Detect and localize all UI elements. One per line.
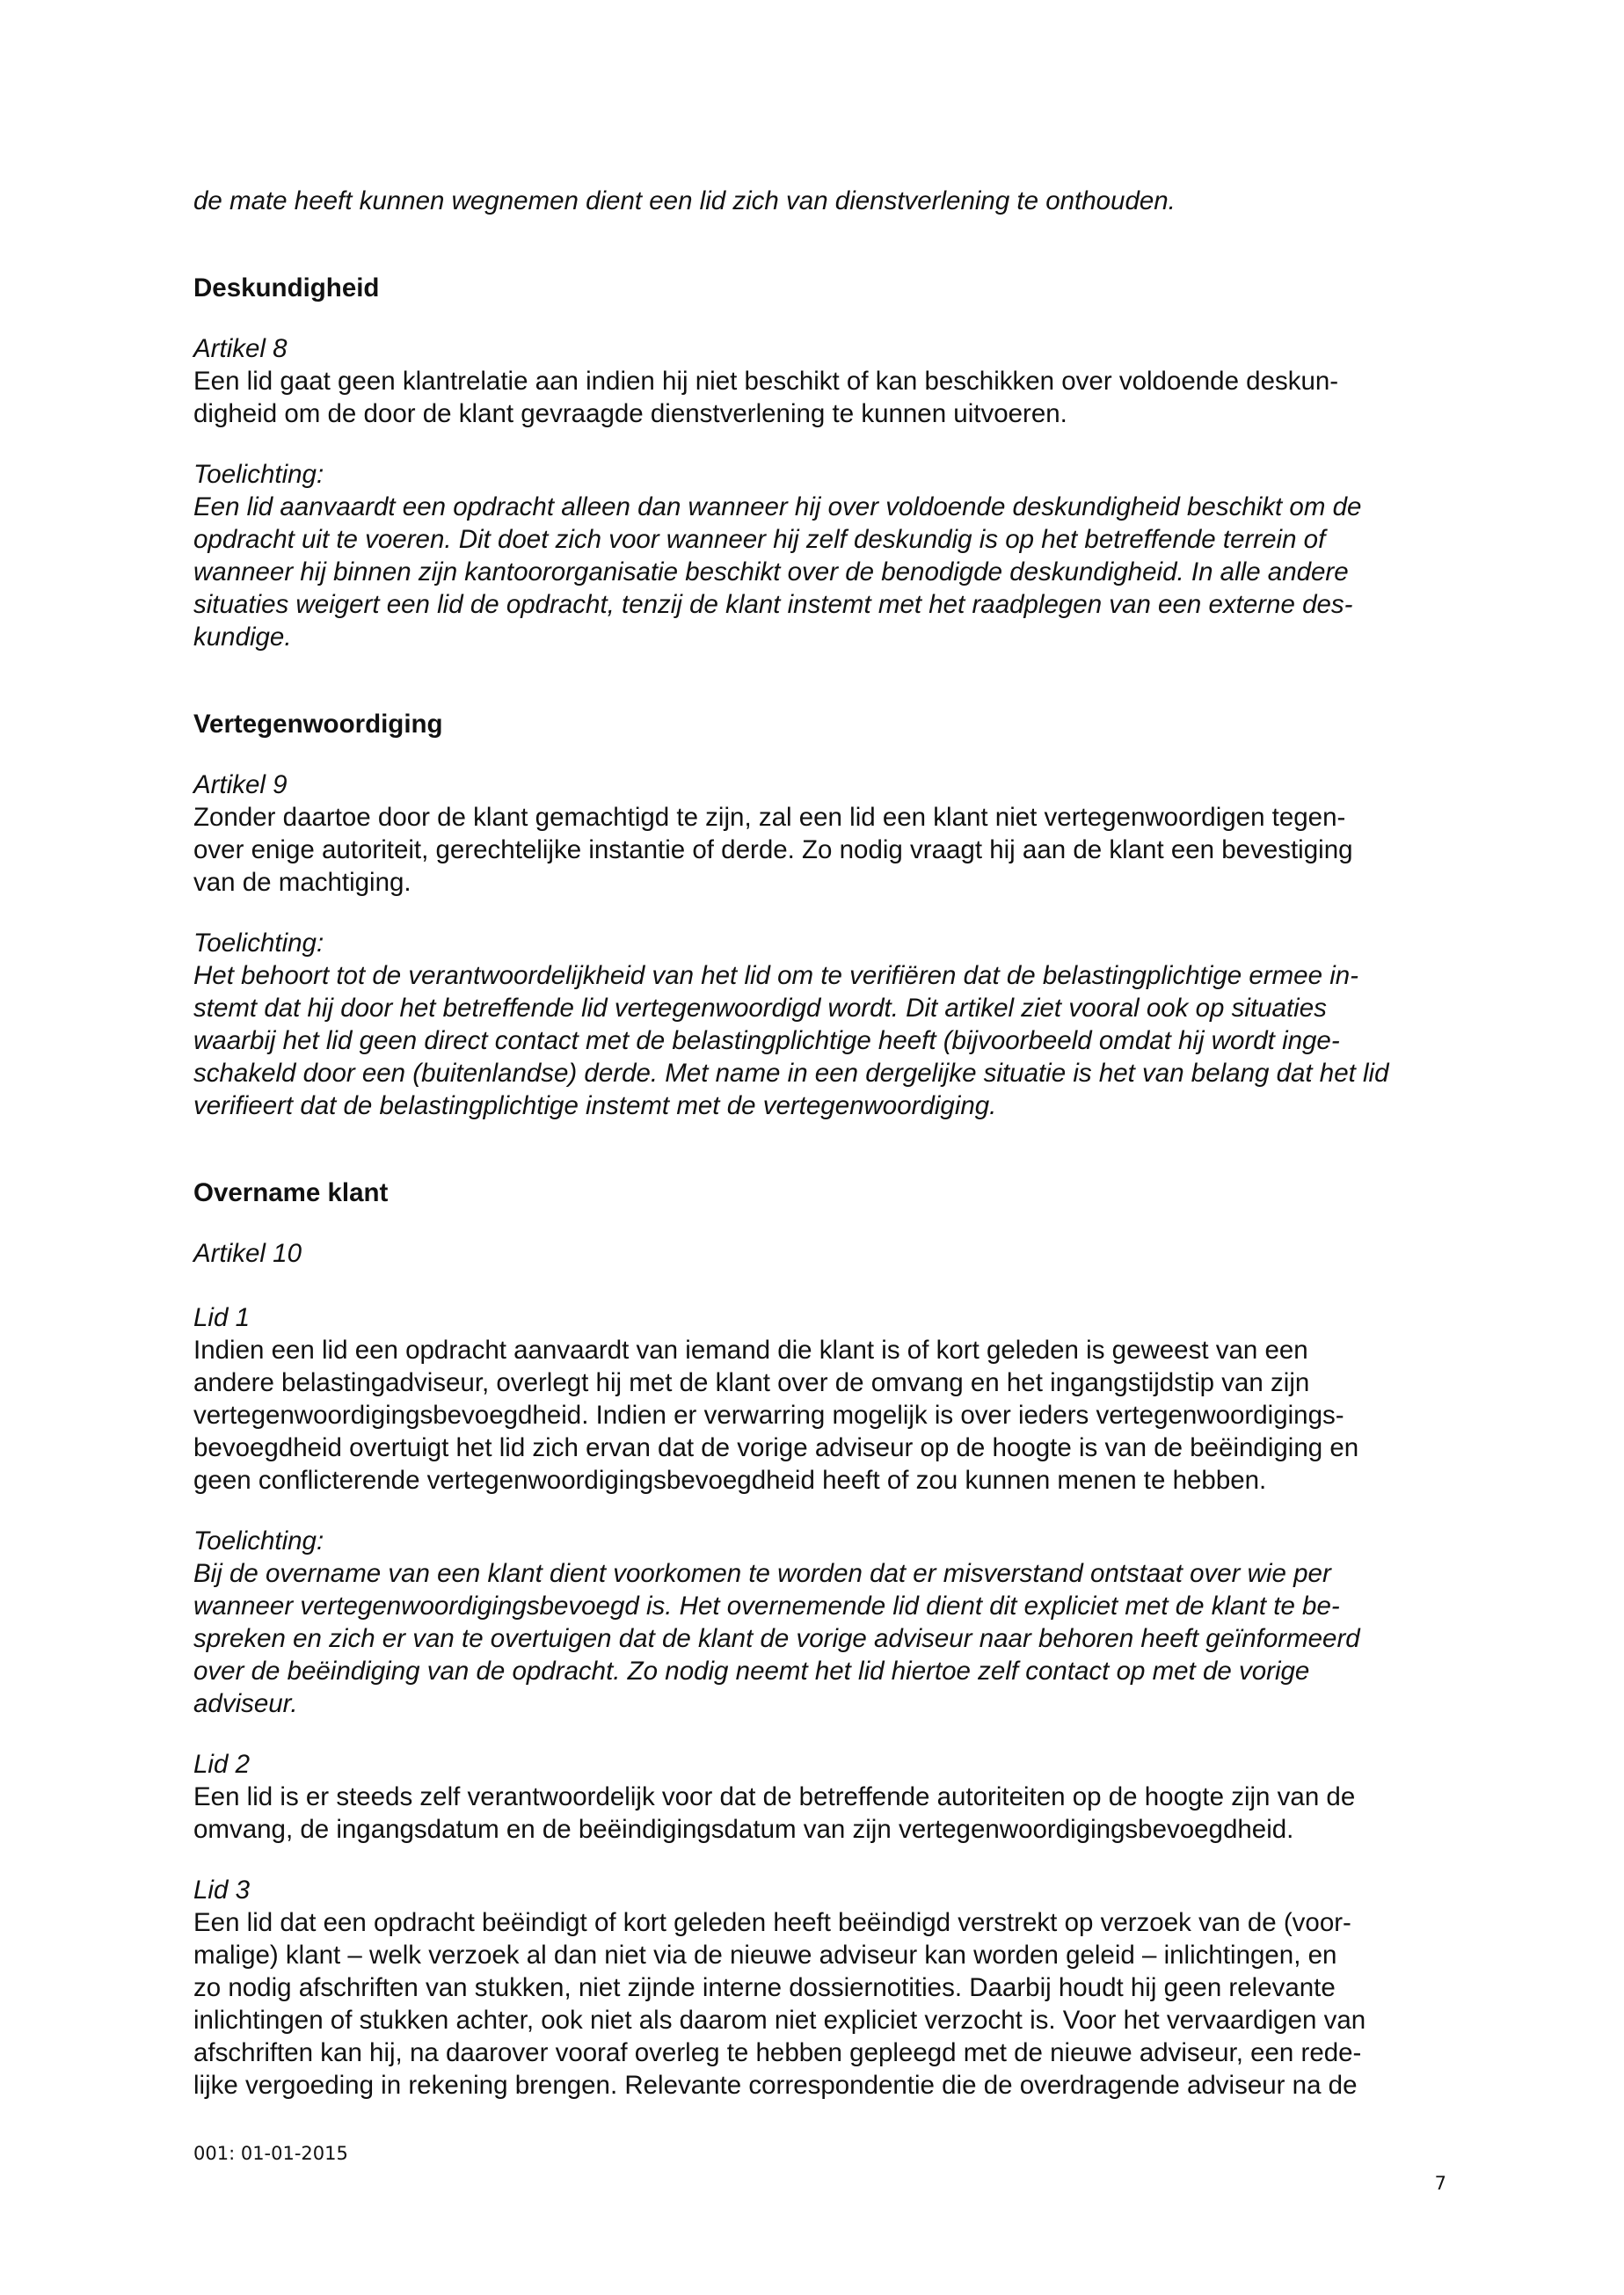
note-text-line: spreken en zich er van te overtuigen dat de klant de vorige adviseur naar behoren heeft geïnformeerd (193, 1624, 1360, 1653)
lid-text-line: afschriften kan hij, na daarover vooraf overleg te hebben gepleegd met de nieuwe adviseur, een rede- (193, 2038, 1362, 2067)
lid-text-line: omvang, de ingangsdatum en de beëindigingsdatum van zijn vertegenwoordigingsbevoegdheid. (193, 1815, 1294, 1844)
article-text-line: Zonder daartoe door de klant gemachtigd te zijn, zal een lid een klant niet vertegenwoordigen tegen- (193, 803, 1346, 832)
lid-label: Lid 3 (193, 1876, 250, 1905)
section-heading: Deskundigheid (193, 273, 380, 302)
intro-paragraph (193, 185, 1460, 217)
note-text-line: situaties weigert een lid de opdracht, tenzij de klant instemt met het raadplegen van een externe des- (193, 590, 1353, 619)
article-text-line: over enige autoriteit, gerechtelijke instantie of derde. Zo nodig vraagt hij aan de klant een bevestiging (193, 835, 1353, 864)
note-label: Toelichting: (193, 1526, 324, 1556)
article-label: Artikel 8 (193, 334, 288, 363)
lid-text-line: bevoegdheid overtuigt het lid zich ervan dat de vorige adviseur op de hoogte is van de beëindiging en (193, 1433, 1359, 1462)
note-text-line: wanneer hij binnen zijn kantoororganisatie beschikt over de benodigde deskundigheid. In alle andere (193, 557, 1349, 586)
lid-3 (193, 1874, 1460, 2102)
note-text-line: wanneer vertegenwoordigingsbevoegd is. Het overnemende lid dient dit expliciet met de klant te be- (193, 1592, 1340, 1621)
note-text-line: adviseur. (193, 1689, 298, 1718)
intro-line: de mate heeft kunnen wegnemen dient een lid zich van dienstverlening te onthouden. (193, 186, 1176, 215)
lid-text-line: Een lid is er steeds zelf verantwoordelijk voor dat de betreffende autoriteiten op de hoogte zijn van de (193, 1782, 1356, 1811)
lid-1 (193, 1301, 1460, 1720)
article-text-line: digheid om de door de klant gevraagde dienstverlening te kunnen uitvoeren. (193, 399, 1067, 428)
note-text-line: Bij de overname van een klant dient voorkomen te worden dat er misverstand ontstaat over wie per (193, 1559, 1331, 1588)
section-deskundigheid (193, 272, 1460, 653)
page-number: 7 (1434, 2173, 1446, 2194)
article-label: Artikel 9 (193, 770, 288, 799)
note-text-line: opdracht uit te voeren. Dit doet zich voor wanneer hij zelf deskundig is op het betreffende terrein of (193, 525, 1326, 554)
note-text-line: over de beëindiging van de opdracht. Zo nodig neemt het lid hiertoe zelf contact op met de vorige (193, 1657, 1310, 1686)
note-text-line: Het behoort tot de verantwoordelijkheid van het lid om te verifiëren dat de belastingplichtige ermee in- (193, 961, 1358, 990)
note-text-line: stemt dat hij door het betreffende lid vertegenwoordigd wordt. Dit artikel ziet vooral ook op situaties (193, 994, 1327, 1023)
section-heading: Overname klant (193, 1178, 389, 1207)
lid-text-line: lijke vergoeding in rekening brengen. Relevante correspondentie die de overdragende adviseur na de (193, 2071, 1358, 2100)
section-vertegenwoordiging (193, 708, 1460, 1122)
lid-text-line: andere belastingadviseur, overlegt hij met de klant over de omvang en het ingangstijdstip van zijn (193, 1368, 1310, 1397)
lid-text-line: Een lid dat een opdracht beëindigt of kort geleden heeft beëindigd verstrekt op verzoek van de (voor- (193, 1908, 1351, 1937)
lid-text-line: zo nodig afschriften van stukken, niet zijnde interne dossiernotities. Daarbij houdt hij geen relevante (193, 1973, 1336, 2002)
lid-text-line: geen conflicterende vertegenwoordigingsbevoegdheid heeft of zou kunnen menen te hebben. (193, 1466, 1267, 1495)
document-page (193, 185, 1460, 2102)
section-overname-klant (193, 1177, 1460, 2102)
lid-text-line: vertegenwoordigingsbevoegdheid. Indien er verwarring mogelijk is over ieders vertegenwoordigings- (193, 1401, 1344, 1430)
note-text-line: Een lid aanvaardt een opdracht alleen dan wanneer hij over voldoende deskundigheid beschikt om de (193, 492, 1362, 521)
lid-2 (193, 1748, 1460, 1846)
note-label: Toelichting: (193, 929, 324, 958)
section-heading: Vertegenwoordiging (193, 710, 443, 739)
document-code: 001: 01-01-2015 (193, 2143, 348, 2164)
note-label: Toelichting: (193, 460, 324, 489)
lid-label: Lid 1 (193, 1303, 250, 1332)
article-label: Artikel 10 (193, 1239, 302, 1268)
lid-label: Lid 2 (193, 1750, 250, 1779)
note-text-line: kundige. (193, 623, 292, 652)
note-text-line: verifieert dat de belastingplichtige instemt met de vertegenwoordiging. (193, 1091, 997, 1120)
lid-text-line: malige) klant – welk verzoek al dan niet via de nieuwe adviseur kan worden geleid – inlichtingen, en (193, 1941, 1337, 1970)
lid-text-line: Indien een lid een opdracht aanvaardt van iemand die klant is of kort geleden is geweest van een (193, 1336, 1308, 1365)
article-text-line: Een lid gaat geen klantrelatie aan indien hij niet beschikt of kan beschikken over voldoende deskun- (193, 367, 1339, 396)
lid-text-line: inlichtingen of stukken achter, ook niet als daarom niet expliciet verzocht is. Voor het vervaardigen van (193, 2006, 1366, 2035)
note-text-line: schakeld door een (buitenlandse) derde. Met name in een dergelijke situatie is het van belang dat het lid (193, 1059, 1389, 1088)
article-text-line: van de machtiging. (193, 868, 411, 897)
note-text-line: waarbij het lid geen direct contact met de belastingplichtige heeft (bijvoorbeeld omdat hij wordt inge- (193, 1026, 1340, 1055)
